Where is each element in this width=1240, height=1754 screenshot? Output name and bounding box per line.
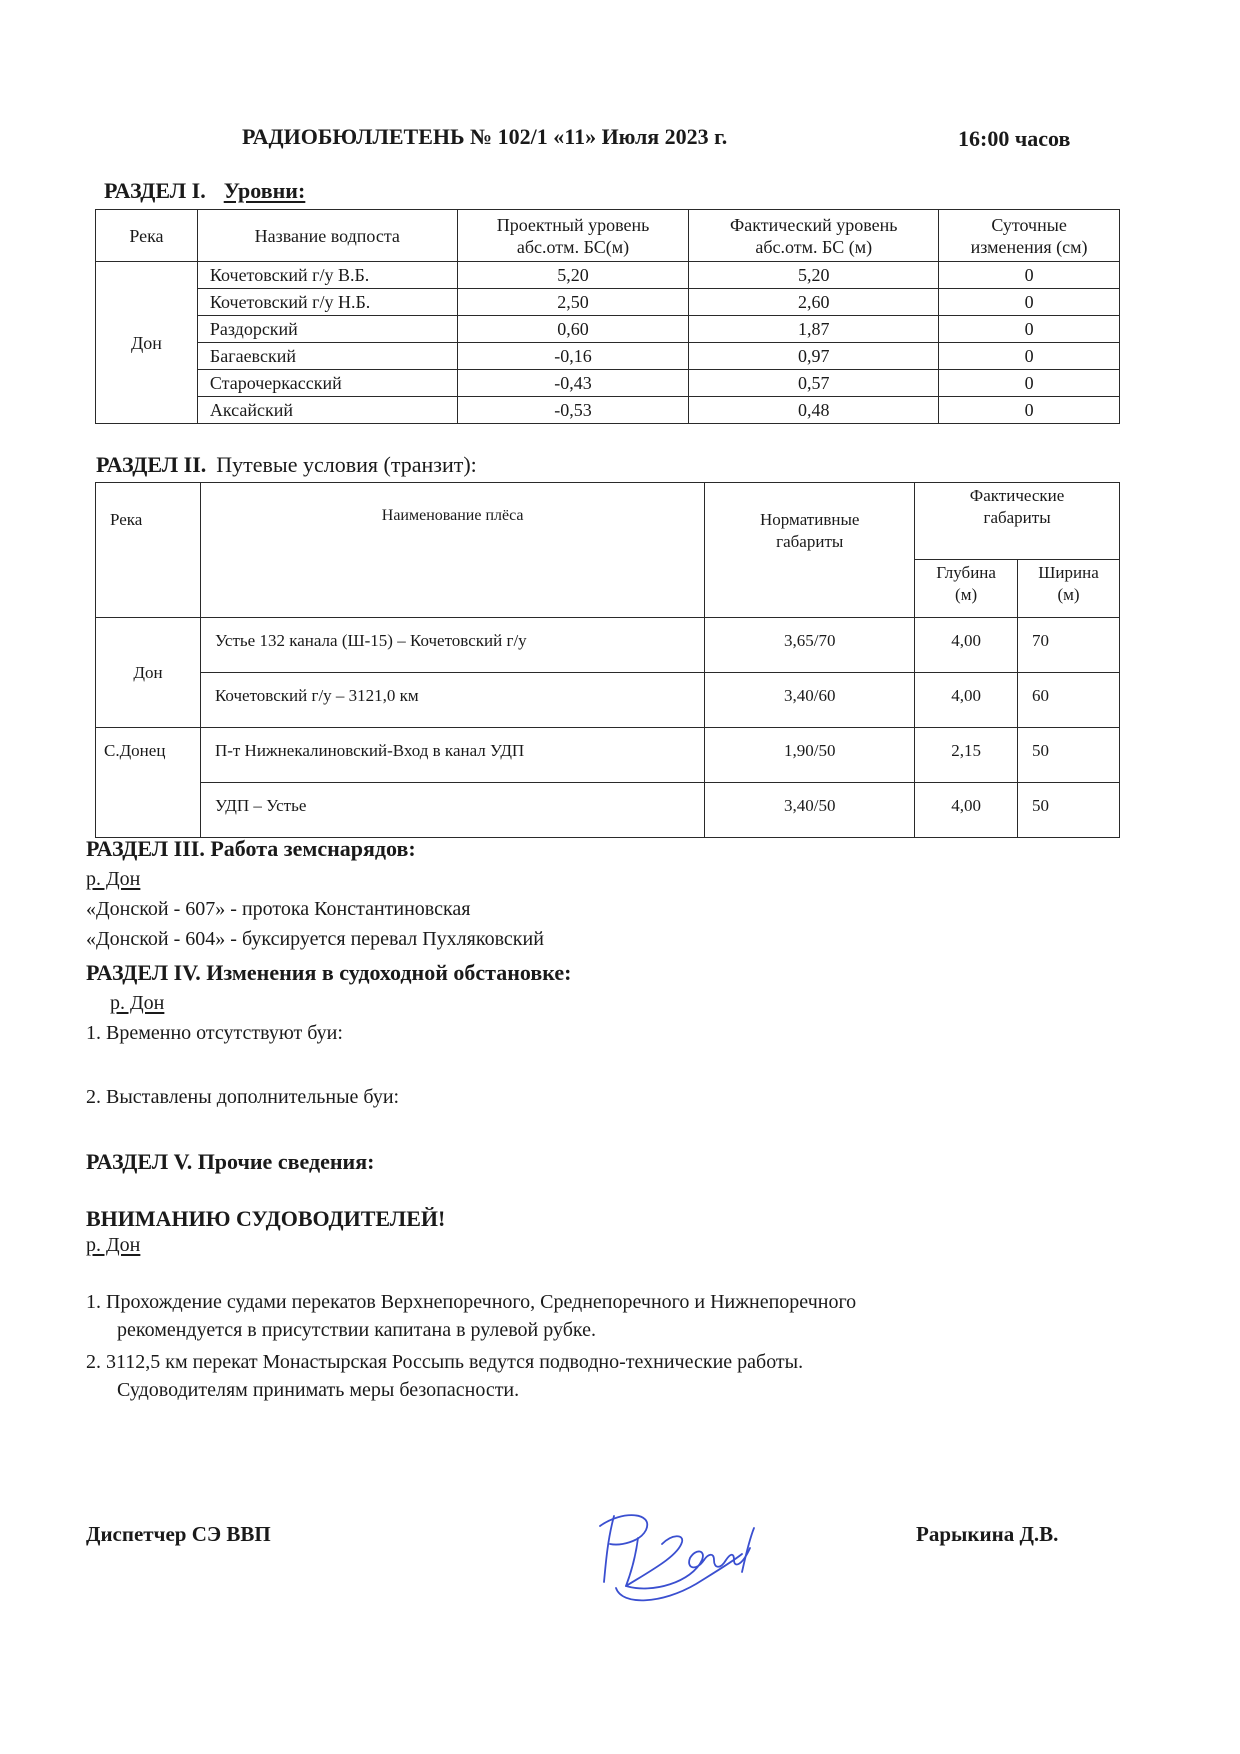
daily-change-cell: 0 (939, 316, 1120, 343)
levels-header-daily: Суточные изменения (см) (939, 210, 1120, 262)
buoys-added-item: 2. Выставлены дополнительные буи: (86, 1086, 400, 1108)
levels-header-station: Название водпоста (197, 210, 457, 262)
design-level-cell: -0,53 (457, 397, 689, 424)
depth-cell: 4,00 (915, 618, 1018, 673)
transit-header-actual: Фактические габариты (915, 483, 1120, 560)
section-2-label: РАЗДЕЛ II. (96, 452, 207, 477)
actual-level-cell: 0,57 (689, 370, 939, 397)
actual-level-cell: 5,20 (689, 262, 939, 289)
daily-change-cell: 0 (939, 289, 1120, 316)
transit-header-norm: Нормативные габариты (705, 483, 915, 618)
width-cell: 70 (1018, 618, 1120, 673)
table-row (96, 289, 1120, 316)
section-4-river: р. Дон (110, 992, 165, 1014)
dispatcher-name: Рарыкина Д.В. (916, 1522, 1059, 1546)
section-1-heading (104, 178, 305, 204)
norm-cell: 3,65/70 (705, 618, 915, 673)
levels-header-design: Проектный уровень абс.отм. БС(м) (457, 210, 689, 262)
width-cell: 60 (1018, 673, 1120, 728)
reach-cell: Устье 132 канала (Ш-15) – Кочетовский г/у (200, 618, 704, 673)
section-4-title: РАЗДЕЛ IV. Изменения в судоходной обстановке: (86, 960, 572, 985)
station-cell: Раздорский (197, 316, 457, 343)
levels-table (95, 209, 1120, 424)
design-level-cell: 2,50 (457, 289, 689, 316)
norm-cell: 3,40/60 (705, 673, 915, 728)
transit-table (95, 482, 1120, 838)
bulletin-time: 16:00 часов (958, 126, 1071, 151)
table-row (96, 673, 1120, 728)
table-row (96, 783, 1120, 838)
section-2-heading (96, 452, 477, 478)
section-1-label: РАЗДЕЛ I. (104, 178, 206, 203)
table-row (96, 370, 1120, 397)
section-1-title: Уровни: (223, 178, 306, 203)
actual-level-cell: 0,48 (689, 397, 939, 424)
width-cell: 50 (1018, 728, 1120, 783)
transit-header-depth: Глубина (м) (915, 560, 1018, 618)
dredger-item: «Донской - 604» - буксируется перевал Пухляковский (86, 928, 544, 950)
depth-cell: 4,00 (915, 783, 1018, 838)
table-row (96, 343, 1120, 370)
levels-river-cell: Дон (96, 262, 198, 424)
levels-header-row (96, 210, 1120, 262)
table-row (96, 397, 1120, 424)
attention-item-1-line-2: рекомендуется в присутствии капитана в рулевой рубке. (117, 1319, 596, 1341)
design-level-cell: -0,43 (457, 370, 689, 397)
actual-level-cell: 1,87 (689, 316, 939, 343)
attention-title: ВНИМАНИЮ СУДОВОДИТЕЛЕЙ! (86, 1206, 446, 1231)
transit-header-reach: Наименование плёса (200, 483, 704, 618)
station-cell: Старочеркасский (197, 370, 457, 397)
depth-cell: 2,15 (915, 728, 1018, 783)
reach-cell: П-т Нижнекалиновский-Вход в канал УДП (200, 728, 704, 783)
actual-level-cell: 0,97 (689, 343, 939, 370)
daily-change-cell: 0 (939, 370, 1120, 397)
transit-river-cell: Дон (96, 618, 201, 728)
design-level-cell: -0,16 (457, 343, 689, 370)
design-level-cell: 0,60 (457, 316, 689, 343)
table-row (96, 262, 1120, 289)
reach-cell: УДП – Устье (200, 783, 704, 838)
table-row (96, 728, 1120, 783)
attention-item-2-line-2: Судоводителям принимать меры безопасности. (117, 1379, 520, 1401)
daily-change-cell: 0 (939, 343, 1120, 370)
section-5-title: РАЗДЕЛ V. Прочие сведения: (86, 1149, 375, 1174)
section-3-river: р. Дон (86, 868, 141, 890)
transit-river-cell: С.Донец (96, 728, 201, 838)
table-row (96, 618, 1120, 673)
dispatcher-position: Диспетчер СЭ ВВП (86, 1522, 271, 1546)
reach-cell: Кочетовский г/у – 3121,0 км (200, 673, 704, 728)
norm-cell: 3,40/50 (705, 783, 915, 838)
buoys-missing-item: 1. Временно отсутствуют буи: (86, 1022, 343, 1044)
table-row (96, 316, 1120, 343)
norm-cell: 1,90/50 (705, 728, 915, 783)
attention-item-1-line-1: 1. Прохождение судами перекатов Верхнепоречного, Среднепоречного и Нижнепоречного (86, 1291, 857, 1313)
levels-header-river: Река (96, 210, 198, 262)
signature-image (592, 1498, 772, 1608)
transit-header-row (96, 483, 1120, 560)
dredger-item: «Донской - 607» - протока Константиновская (86, 898, 471, 920)
levels-header-actual: Фактический уровень абс.отм. БС (м) (689, 210, 939, 262)
daily-change-cell: 0 (939, 397, 1120, 424)
depth-cell: 4,00 (915, 673, 1018, 728)
attention-item-2-line-1: 2. 3112,5 км перекат Монастырская Россыпь ведутся подводно-технические работы. (86, 1351, 804, 1373)
station-cell: Аксайский (197, 397, 457, 424)
station-cell: Кочетовский г/у В.Б. (197, 262, 457, 289)
station-cell: Багаевский (197, 343, 457, 370)
width-cell: 50 (1018, 783, 1120, 838)
attention-river: р. Дон (86, 1234, 141, 1256)
station-cell: Кочетовский г/у Н.Б. (197, 289, 457, 316)
actual-level-cell: 2,60 (689, 289, 939, 316)
transit-header-river: Река (96, 483, 201, 618)
daily-change-cell: 0 (939, 262, 1120, 289)
section-3-title: РАЗДЕЛ III. Работа земснарядов: (86, 836, 416, 861)
design-level-cell: 5,20 (457, 262, 689, 289)
section-2-title: Путевые условия (транзит): (216, 452, 477, 477)
bulletin-title: РАДИОБЮЛЛЕТЕНЬ № 102/1 «11» Июля 2023 г. (242, 124, 728, 149)
transit-header-width: Ширина (м) (1018, 560, 1120, 618)
